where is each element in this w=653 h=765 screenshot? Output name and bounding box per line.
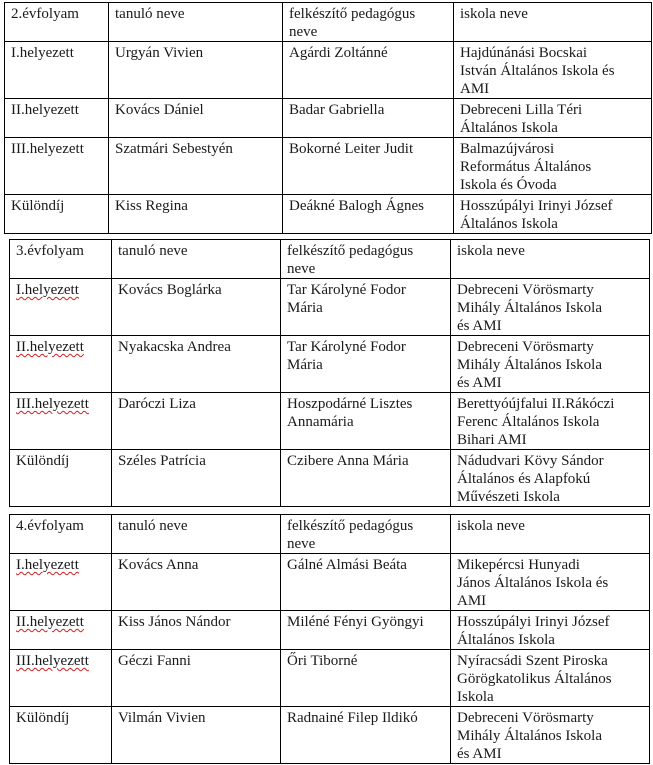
student-cell: Géczi Fanni [112,650,281,707]
teacher-header: felkészítő pedagógus neve [281,515,451,554]
student-cell: Daróczi Liza [112,393,281,450]
student-name-header: tanuló neve [109,3,283,42]
school-cell: Debreceni Lilla Téri Általános Iskola [454,99,652,138]
table-row [5,138,652,195]
teacher-cell: Gálné Almási Beáta [281,554,451,611]
results-table-grade-2 [4,2,652,234]
place-cell: Különdíj [5,195,109,234]
student-name-header: tanuló neve [112,515,281,554]
school-cell: Mikepércsi Hunyadi János Általános Iskola és AMI [451,554,650,611]
student-cell: Kovács Anna [112,554,281,611]
student-cell: Vilmán Vivien [112,707,281,764]
school-cell: Hosszúpályi Irinyi József Általános Iskola [454,195,652,234]
teacher-cell: Radnainé Filep Ildikó [281,707,451,764]
place-cell: I.helyezett [5,42,109,99]
table-row [5,99,652,138]
student-cell: Kovács Boglárka [112,279,281,336]
place-cell: II.helyezett [10,336,112,393]
table-row [10,650,650,707]
place-cell: I.helyezett [10,279,112,336]
place-cell: III.helyezett [5,138,109,195]
student-cell: Szatmári Sebestyén [109,138,283,195]
student-cell: Kovács Dániel [109,99,283,138]
school-cell: Nádudvari Kövy Sándor Általános és Alapfokú Művészeti Iskola [451,450,650,507]
place-cell: II.helyezett [10,611,112,650]
results-table-grade-4 [9,514,650,764]
place-cell: Különdíj [10,707,112,764]
table-header-row [5,3,652,42]
teacher-header: felkészítő pedagógus neve [281,240,451,279]
grade-header: 2.évfolyam [5,3,109,42]
place-cell: III.helyezett [10,393,112,450]
student-cell: Széles Patrícia [112,450,281,507]
place-cell: Különdíj [10,450,112,507]
teacher-cell: Őri Tiborné [281,650,451,707]
student-cell: Kiss János Nándor [112,611,281,650]
teacher-cell: Tar Károlyné Fodor Mária [281,279,451,336]
table-header-row [10,515,650,554]
place-cell: I.helyezett [10,554,112,611]
student-cell: Kiss Regina [109,195,283,234]
teacher-cell: Badar Gabriella [283,99,454,138]
place-cell: III.helyezett [10,650,112,707]
grade-header: 3.évfolyam [10,240,112,279]
school-cell: Hosszúpályi Irinyi József Általános Iskola [451,611,650,650]
table-row [10,611,650,650]
school-cell: Balmazújvárosi Református Általános Iskola és Óvoda [454,138,652,195]
table-header-row [10,240,650,279]
teacher-header: felkészítő pedagógus neve [283,3,454,42]
school-cell: Debreceni Vörösmarty Mihály Általános Iskola és AMI [451,336,650,393]
school-header: iskola neve [451,240,650,279]
teacher-cell: Miléné Fényi Gyöngyi [281,611,451,650]
table-row [10,450,650,507]
grade-header: 4.évfolyam [10,515,112,554]
table-row [5,42,652,99]
table-row [10,554,650,611]
teacher-cell: Deákné Balogh Ágnes [283,195,454,234]
school-cell: Debreceni Vörösmarty Mihály Általános Iskola és AMI [451,279,650,336]
school-cell: Hajdúnánási Bocskai István Általános Iskola és AMI [454,42,652,99]
teacher-cell: Bokorné Leiter Judit [283,138,454,195]
school-header: iskola neve [454,3,652,42]
student-cell: Nyakacska Andrea [112,336,281,393]
results-table-grade-3 [9,239,650,507]
school-cell: Nyíracsádi Szent Piroska Görögkatolikus Általános Iskola [451,650,650,707]
table-row [10,336,650,393]
teacher-cell: Hoszpodárné Lisztes Annamária [281,393,451,450]
teacher-cell: Tar Károlyné Fodor Mária [281,336,451,393]
school-header: iskola neve [451,515,650,554]
teacher-cell: Czibere Anna Mária [281,450,451,507]
table-row [10,707,650,764]
table-row [10,279,650,336]
place-cell: II.helyezett [5,99,109,138]
school-cell: Debreceni Vörösmarty Mihály Általános Iskola és AMI [451,707,650,764]
teacher-cell: Agárdi Zoltánné [283,42,454,99]
school-cell: Berettyóújfalui II.Rákóczi Ferenc Általános Iskola Bihari AMI [451,393,650,450]
student-cell: Urgyán Vivien [109,42,283,99]
table-row [5,195,652,234]
table-row [10,393,650,450]
student-name-header: tanuló neve [112,240,281,279]
